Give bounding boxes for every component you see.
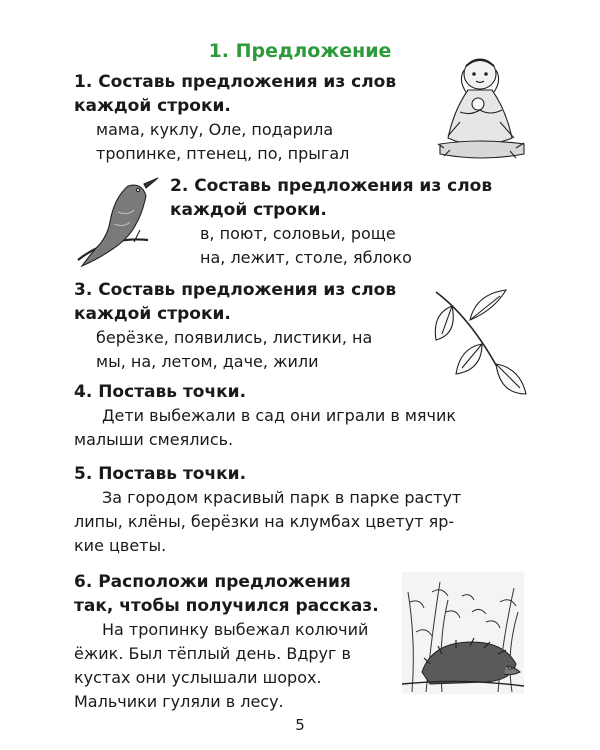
task-6-heading: 6. Расположи предложения так, чтобы получился рассказ. — [74, 572, 379, 616]
birch-leaves-illustration — [430, 286, 530, 400]
task-6 — [74, 570, 404, 714]
task-3-words: берёзке, появились, листики, на мы, на, летом, даче, жили — [96, 328, 373, 371]
task-5-heading: 5. Поставь точки. — [74, 464, 247, 484]
task-1-words: мама, куклу, Оле, подарила тропинке, птенец, по, прыгал — [96, 120, 350, 163]
bird-illustration — [74, 172, 166, 268]
section-title: 1. Предложение — [208, 40, 392, 62]
task-4-heading: 4. Поставь точки. — [74, 382, 247, 402]
task-3 — [74, 278, 434, 374]
task-4-text: Дети выбежали в сад они играли в мячик малыши смеялись. — [74, 406, 457, 449]
girl-with-doll-illustration — [430, 52, 530, 164]
page-number: 5 — [295, 716, 305, 734]
task-6-text: На тропинку выбежал колючий ёжик. Был тёплый день. Вдруг в кустах они услышали шорох. Мальчики гуляли в лесу. — [74, 620, 369, 711]
hedgehog-illustration — [402, 572, 524, 694]
task-2 — [170, 174, 550, 270]
task-5 — [74, 462, 526, 558]
task-1-heading: 1. Составь предложения из слов каждой строки. — [74, 72, 397, 116]
task-5-text: За городом красивый парк в парке растут липы, клёны, берёзки на клумбах цветут яр- кие цветы. — [74, 488, 462, 555]
task-3-heading: 3. Составь предложения из слов каждой строки. — [74, 280, 397, 324]
task-2-heading: 2. Составь предложения из слов каждой строки. — [170, 176, 493, 220]
task-1 — [74, 70, 434, 166]
task-2-words: в, поют, соловьи, роще на, лежит, столе, яблоко — [200, 224, 412, 267]
